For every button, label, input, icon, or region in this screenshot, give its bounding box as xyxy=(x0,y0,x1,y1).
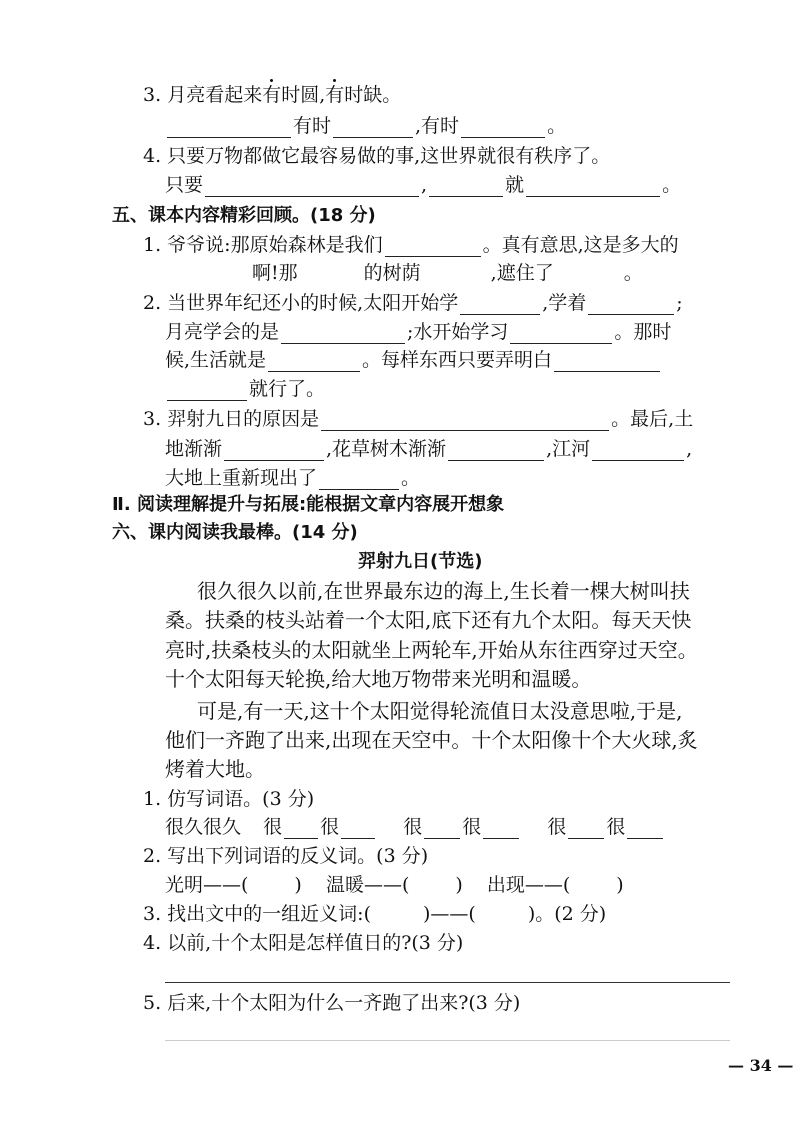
s5-q2-text: 2. 当世界年纪还小的时候,太阳开始学 xyxy=(143,292,459,314)
s5-q2-text: 就行了。 xyxy=(249,378,326,400)
s5-q2-text: ;水开始学习 xyxy=(407,321,509,343)
s5-q1-line2 xyxy=(252,260,643,286)
reading-q2: 2. 写出下列词语的反义词。(3 分) xyxy=(143,845,429,867)
section-5-title: 五、课本内容精彩回顾。(18 分) xyxy=(112,205,376,226)
answer-blank[interactable] xyxy=(554,351,660,372)
answer-blank[interactable] xyxy=(205,176,419,197)
answer-blank[interactable] xyxy=(341,818,375,839)
answer-blank[interactable] xyxy=(321,410,609,431)
q4-answer-text: , xyxy=(421,174,428,196)
q3-answer-end: 。 xyxy=(547,115,567,137)
passage-line: 十个太阳每天轮换,给大地万物带来光明和温暖。 xyxy=(165,667,592,691)
q4-answer-line xyxy=(165,172,681,198)
passage-line: 烤着大地。 xyxy=(165,757,265,781)
answer-blank[interactable] xyxy=(319,469,399,490)
q3r-text: )。(2 分) xyxy=(527,903,607,925)
s5-q2-text: 候,生活就是 xyxy=(165,349,267,371)
s5-q2-line3 xyxy=(165,347,662,373)
passage-line: 他们一齐跑了出来,出现在天空中。十个太阳像十个大火球,炙 xyxy=(165,728,698,752)
s5-q1-line1 xyxy=(143,232,679,258)
passage-line: 很久很久以前,在世界最东边的海上,生长着一棵大树叫扶 xyxy=(197,579,690,603)
s5-q3-text: 。 xyxy=(401,467,421,489)
answer-blank[interactable] xyxy=(483,818,519,839)
s5-q1-text: 。真有意思,这是多大的 xyxy=(482,234,679,256)
answer-blank[interactable] xyxy=(429,176,503,197)
answer-blank[interactable] xyxy=(333,117,413,138)
reading-q5: 5. 后来,十个太阳为什么一齐跑了出来?(3 分) xyxy=(143,992,521,1014)
q4-answer-end: 。 xyxy=(662,174,682,196)
s5-q3-text: ,花草树木渐渐 xyxy=(326,438,447,460)
q3r-text: 3. 找出文中的一组近义词:( xyxy=(143,903,371,925)
s5-q3-line2 xyxy=(165,436,692,462)
q4-sentence: 4. 只要万物都做它最容易做的事,这世界就很有秩序了。 xyxy=(143,145,611,167)
s5-q2-line4 xyxy=(165,376,325,402)
answer-blank[interactable] xyxy=(461,117,545,138)
q3-number: 3. xyxy=(143,84,162,106)
answer-blank[interactable] xyxy=(281,323,405,344)
q3-emphasis-word: 有 xyxy=(325,84,345,106)
s5-q1-text: 啊!那 xyxy=(252,262,298,284)
q3-answer-line xyxy=(165,113,566,139)
answer-blank[interactable] xyxy=(385,236,481,257)
passage-line: 可是,有一天,这十个太阳觉得轮流值日太没意思啦,于是, xyxy=(197,699,683,723)
section-6-title: 六、课内阅读我最棒。(14 分) xyxy=(112,522,358,543)
answer-blank[interactable] xyxy=(284,818,318,839)
reading-q2-answers xyxy=(165,872,624,898)
q1-example: 很久很久 xyxy=(165,816,242,838)
s5-q1-text: 1. 爷爷说:那原始森林是我们 xyxy=(143,234,383,256)
q3-sentence xyxy=(143,82,401,108)
s5-q3-text: ,江河 xyxy=(546,438,591,460)
page-number: — 34 — xyxy=(728,1056,794,1075)
q3-text-mid1: 时圆, xyxy=(281,84,326,106)
q2-bracket: ) xyxy=(294,874,302,896)
answer-blank[interactable] xyxy=(167,380,247,401)
s5-q2-text: 月亮学会的是 xyxy=(165,321,280,343)
q2-word: 出现——( xyxy=(486,874,571,896)
passage-line: 桑。扶桑的枝头站着一个太阳,底下还有九个太阳。每天天快 xyxy=(165,608,692,632)
q3r-text: )——( xyxy=(422,903,476,925)
q1-word: 很 xyxy=(462,816,482,838)
reading-q4: 4. 以前,十个太阳是怎样值日的?(3 分) xyxy=(143,932,464,954)
q1-word: 很 xyxy=(606,816,626,838)
reading-q1: 1. 仿写词语。(3 分) xyxy=(143,788,315,810)
reading-q1-answers xyxy=(165,814,665,840)
answer-blank[interactable] xyxy=(448,440,544,461)
s5-q3-text: 地渐渐 xyxy=(165,438,223,460)
answer-blank[interactable] xyxy=(627,818,663,839)
passage-title: 羿射九日(节选) xyxy=(358,551,483,572)
s5-q1-text: 。 xyxy=(623,262,643,284)
answer-blank[interactable] xyxy=(588,294,674,315)
answer-blank[interactable] xyxy=(526,176,660,197)
answer-rule[interactable] xyxy=(165,982,730,983)
q2-bracket: ) xyxy=(455,874,463,896)
s5-q3-text: 大地上重新现出了 xyxy=(165,467,318,489)
s5-q1-text: ,遮住了 xyxy=(490,262,554,284)
s5-q2-line1 xyxy=(143,290,683,316)
answer-blank[interactable] xyxy=(268,351,360,372)
q4-answer-text: 只要 xyxy=(165,174,204,196)
s5-q2-text: 。那时 xyxy=(614,321,672,343)
answer-blank[interactable] xyxy=(592,440,684,461)
q3-emphasis-word: 有 xyxy=(262,84,282,106)
s5-q1-text: 的树荫 xyxy=(363,262,421,284)
answer-blank[interactable] xyxy=(224,440,324,461)
s5-q3-text: 3. 羿射九日的原因是 xyxy=(143,408,320,430)
s5-q2-text: 。每样东西只要弄明白 xyxy=(362,349,553,371)
s5-q2-text: ; xyxy=(676,292,683,314)
answer-blank[interactable] xyxy=(510,323,612,344)
s5-q2-text: ,学着 xyxy=(542,292,587,314)
s5-q3-text: , xyxy=(686,438,693,460)
q2-word: 光明——( xyxy=(165,874,249,896)
passage-line: 亮时,扶桑枝头的太阳就坐上两轮车,开始从东往西穿过天空。 xyxy=(165,638,698,662)
q1-word: 很 xyxy=(403,816,423,838)
s5-q2-line2 xyxy=(165,319,671,345)
s5-q3-line1 xyxy=(143,406,693,432)
answer-blank[interactable] xyxy=(424,818,460,839)
answer-blank[interactable] xyxy=(167,117,291,138)
s5-q3-text: 。最后,土 xyxy=(611,408,694,430)
q3-answer-text: ,有时 xyxy=(415,115,460,137)
answer-blank[interactable] xyxy=(568,818,604,839)
q1-word: 很 xyxy=(263,816,283,838)
q2-bracket: ) xyxy=(616,874,624,896)
q2-word: 温暖——( xyxy=(325,874,410,896)
answer-blank[interactable] xyxy=(460,294,540,315)
part-2-title: Ⅱ. 阅读理解提升与拓展:能根据文章内容展开想象 xyxy=(112,494,505,515)
q3-text-mid2: 时缺。 xyxy=(344,84,402,106)
q4-answer-text: 就 xyxy=(505,174,525,196)
q3-text-pre: 月亮看起来 xyxy=(167,84,263,106)
s5-q3-line3 xyxy=(165,465,420,491)
q1-word: 很 xyxy=(547,816,567,838)
reading-q3 xyxy=(143,901,606,927)
answer-rule[interactable] xyxy=(165,1040,730,1041)
q3-answer-text: 有时 xyxy=(293,115,332,137)
q1-word: 很 xyxy=(320,816,340,838)
